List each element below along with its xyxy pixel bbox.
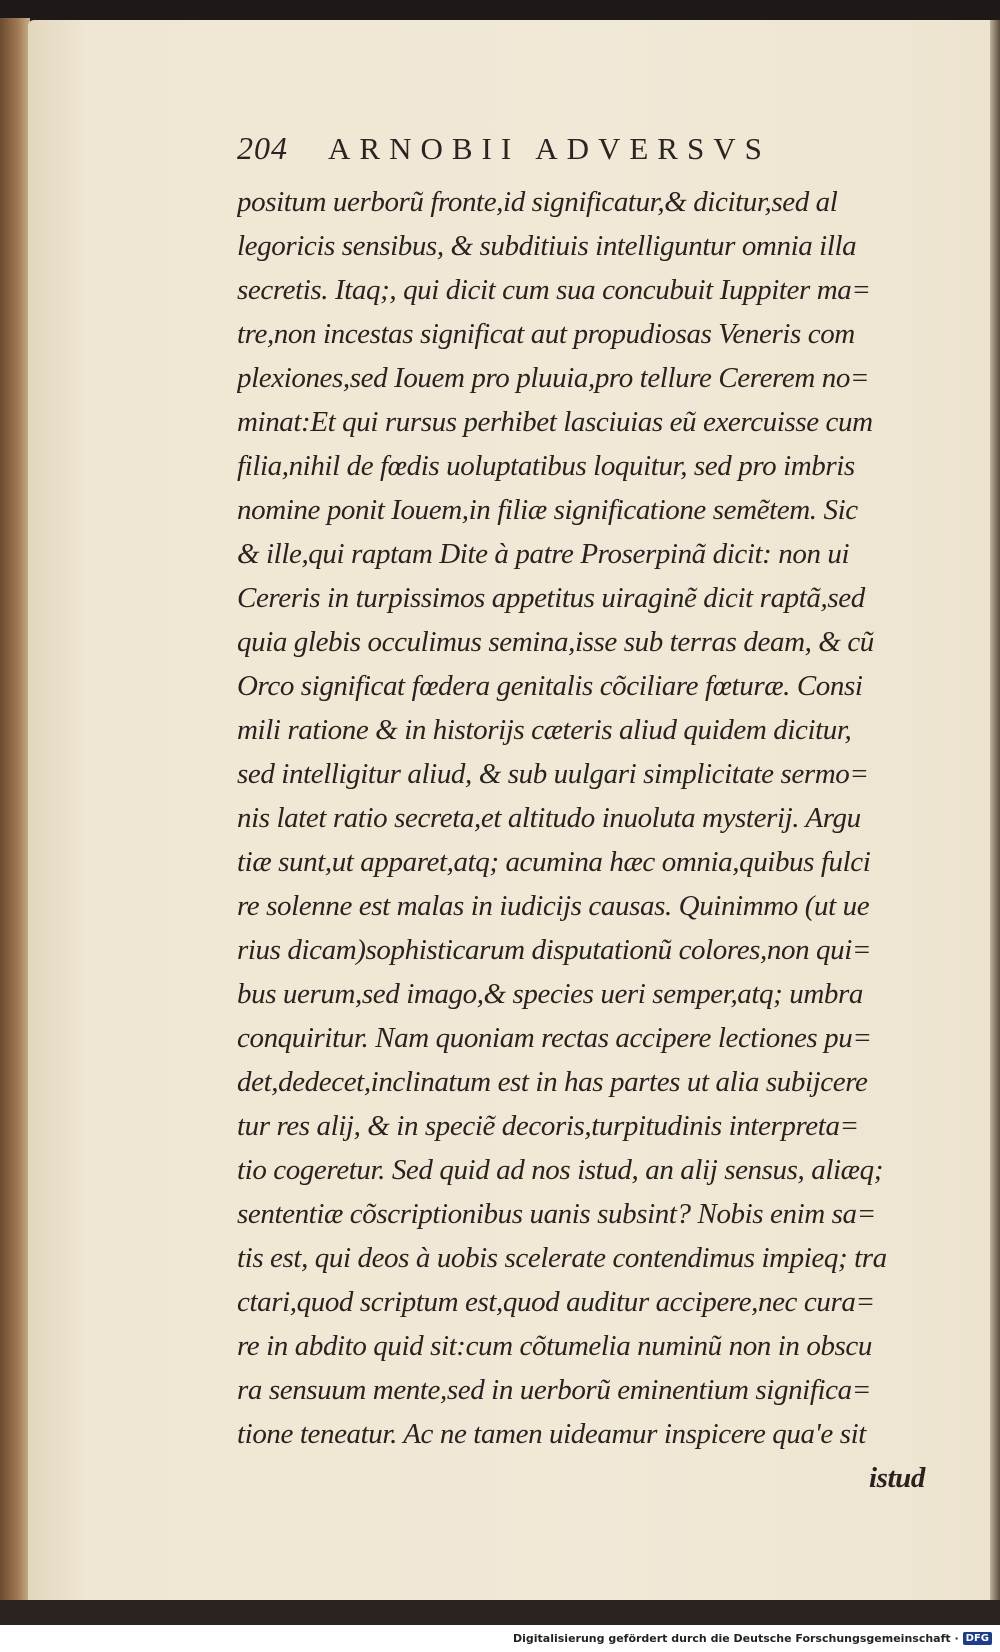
book-cover-edge [0, 18, 30, 1608]
text-line: positum uerborũ fronte,id significatur,& dicitur,sed al [237, 186, 838, 218]
page-right-edge [990, 20, 1000, 1610]
text-line: Orco significat fœdera genitalis cõciliare fœturæ. Consi [237, 670, 863, 702]
text-line: bus uerum,sed imago,& species ueri semper,atq; umbra [237, 978, 863, 1010]
page-number: 204 [237, 130, 288, 166]
text-line: ctari,quod scriptum est,quod auditur accipere,nec cura= [237, 1286, 875, 1318]
text-line: tre,non incestas significat aut propudiosas Veneris com [237, 318, 855, 350]
digitization-footer [0, 1625, 1000, 1652]
text-line: sed intelligitur aliud, & sub uulgari simplicitate sermo= [237, 758, 869, 790]
text-line: sententiæ cõscriptionibus uanis subsint? Nobis enim sa= [237, 1198, 876, 1230]
text-line: tione teneatur. Ac ne tamen uideamur inspicere qua'e sit [237, 1418, 866, 1450]
text-line: plexiones,sed Iouem pro pluuia,pro tellure Cererem no= [237, 362, 870, 394]
text-line: quia glebis occulimus semina,isse sub terras deam, & cũ [237, 626, 874, 658]
text-line: tiæ sunt,ut apparet,atq; acumina hæc omnia,quibus fulci [237, 846, 871, 878]
running-title: ARNOBII ADVERSVS [328, 131, 771, 166]
text-line: re solenne est malas in iudicijs causas. Quinimmo (ut ue [237, 890, 870, 922]
text-line: re in abdito quid sit:cum cõtumelia numinũ non in obscu [237, 1330, 873, 1362]
text-line: & ille,qui raptam Dite à patre Proserpinã dicit: non ui [237, 538, 850, 570]
text-line: mili ratione & in historijs cæteris aliud quidem dicitur, [237, 714, 852, 746]
scan-bottom-edge [0, 1600, 1000, 1625]
text-line: tis est, qui deos à uobis scelerate contendimus impieq; tra [237, 1242, 887, 1274]
text-line: rius dicam)sophisticarum disputationũ colores,non qui= [237, 934, 872, 966]
dfg-logo-icon: DFG [963, 1632, 992, 1645]
text-line: det,dedecet,inclinatum est in has partes ut alia subijcere [237, 1066, 868, 1098]
text-line: ra sensuum mente,sed in uerborũ eminentium significa= [237, 1374, 871, 1406]
text-line: filia,nihil de fœdis uoluptatibus loquitur, sed pro imbris [237, 450, 855, 482]
scan-top-edge [0, 0, 1000, 22]
catchword: istud [868, 1462, 925, 1494]
body-text [237, 180, 937, 1500]
text-line: minat:Et qui rursus perhibet lasciuias eũ exercuisse cum [237, 406, 873, 438]
text-line: tur res alij, & in speciẽ decoris,turpitudinis interpreta= [237, 1110, 859, 1142]
funding-credit: Digitalisierung gefördert durch die Deutsche Forschungsgemeinschaft · [512, 1632, 959, 1645]
text-line: nis latet ratio secreta,et altitudo inuoluta mysterij. Argu [237, 802, 861, 834]
text-line: Cereris in turpissimos appetitus uiraginẽ dicit raptã,sed [237, 582, 865, 614]
running-head [237, 130, 877, 174]
text-line: conquiritur. Nam quoniam rectas accipere lectiones pu= [237, 1022, 872, 1054]
text-line: legoricis sensibus, & subditiuis intelliguntur omnia illa [237, 230, 857, 262]
text-line: secretis. Itaq;, qui dicit cum sua concubuit Iuppiter ma= [237, 274, 871, 306]
text-line: nomine ponit Iouem,in filiæ significatione semẽtem. Sic [237, 494, 858, 526]
text-line: tio cogeretur. Sed quid ad nos istud, an alij sensus, aliæq; [237, 1154, 883, 1186]
